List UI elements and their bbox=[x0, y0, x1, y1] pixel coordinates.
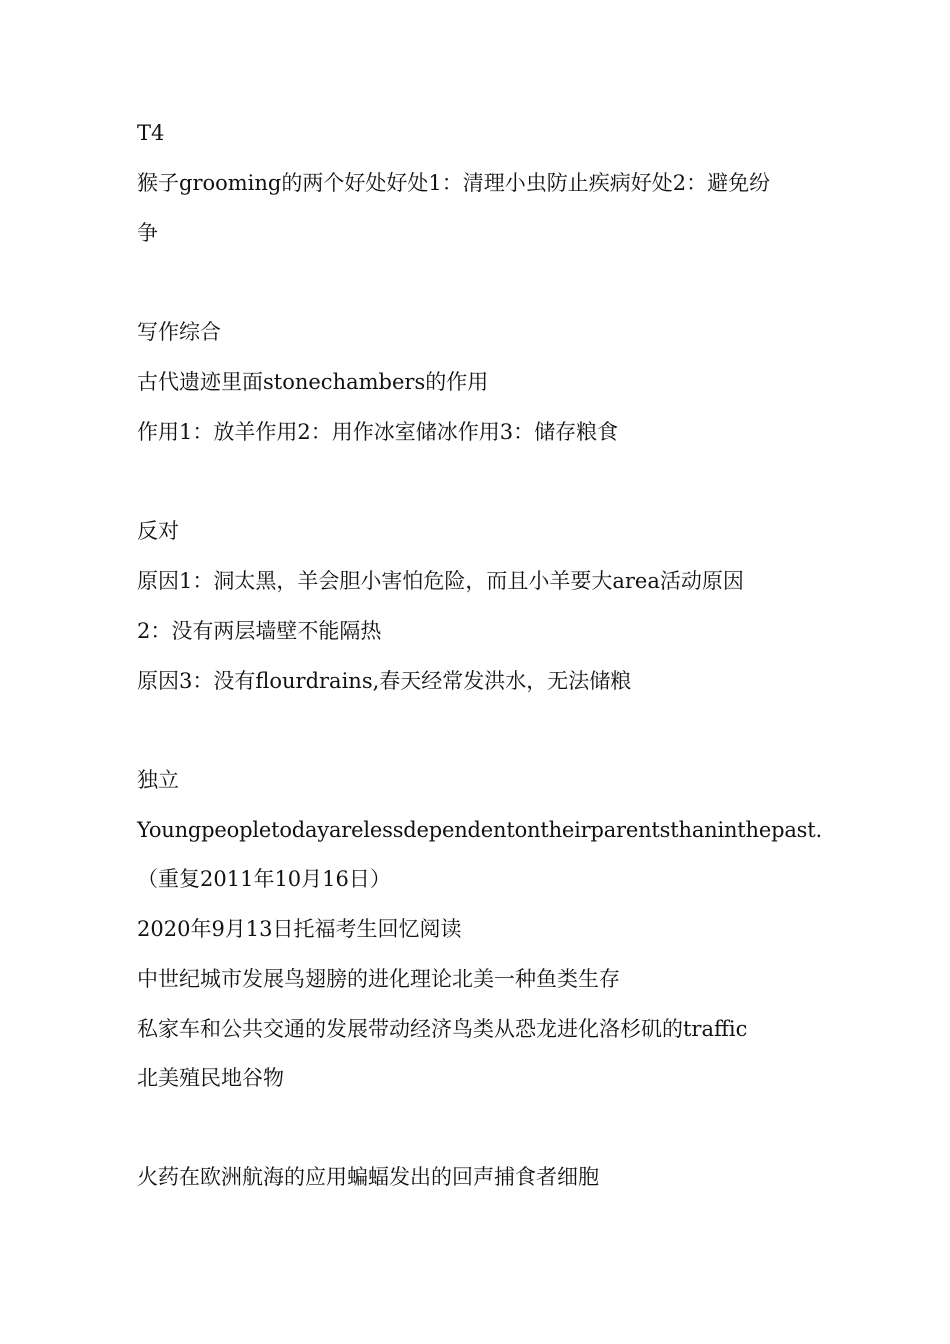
text-line: 2020年9月13日托福考生回忆阅读 bbox=[137, 917, 462, 941]
text-line: 古代遗迹里面stonechambers的作用 bbox=[137, 370, 489, 394]
section-heading-opposition: 反对 bbox=[137, 519, 179, 543]
text-line: 私家车和公共交通的发展带动经济鸟类从恐龙进化洛杉矶的traffic bbox=[137, 1017, 748, 1041]
section-heading-t4: T4 bbox=[137, 121, 165, 145]
text-line: 火药在欧洲航海的应用蝙蝠发出的回声捕食者细胞 bbox=[137, 1165, 599, 1189]
section-heading-writing-integrated: 写作综合 bbox=[137, 320, 221, 344]
section-heading-independent: 独立 bbox=[137, 768, 179, 792]
text-line: 作用1：放羊作用2：用作冰室储冰作用3：储存粮食 bbox=[137, 420, 619, 444]
text-line: （重复2011年10月16日） bbox=[137, 867, 391, 891]
text-line: 原因3：没有flourdrains,春天经常发洪水，无法储粮 bbox=[137, 669, 632, 693]
text-line: 猴子grooming的两个好处好处1：清理小虫防止疾病好处2：避免纷 bbox=[137, 171, 771, 195]
text-line: Youngpeopletodayarelessdependentontheirparentsthaninthepast. bbox=[137, 818, 822, 842]
text-line: 中世纪城市发展鸟翅膀的进化理论北美一种鱼类生存 bbox=[137, 967, 620, 991]
text-line: 2：没有两层墙壁不能隔热 bbox=[137, 619, 382, 643]
text-line: 原因1：洞太黑，羊会胆小害怕危险，而且小羊要大area活动原因 bbox=[137, 569, 744, 593]
text-line: 争 bbox=[137, 221, 158, 245]
text-line: 北美殖民地谷物 bbox=[137, 1066, 284, 1090]
